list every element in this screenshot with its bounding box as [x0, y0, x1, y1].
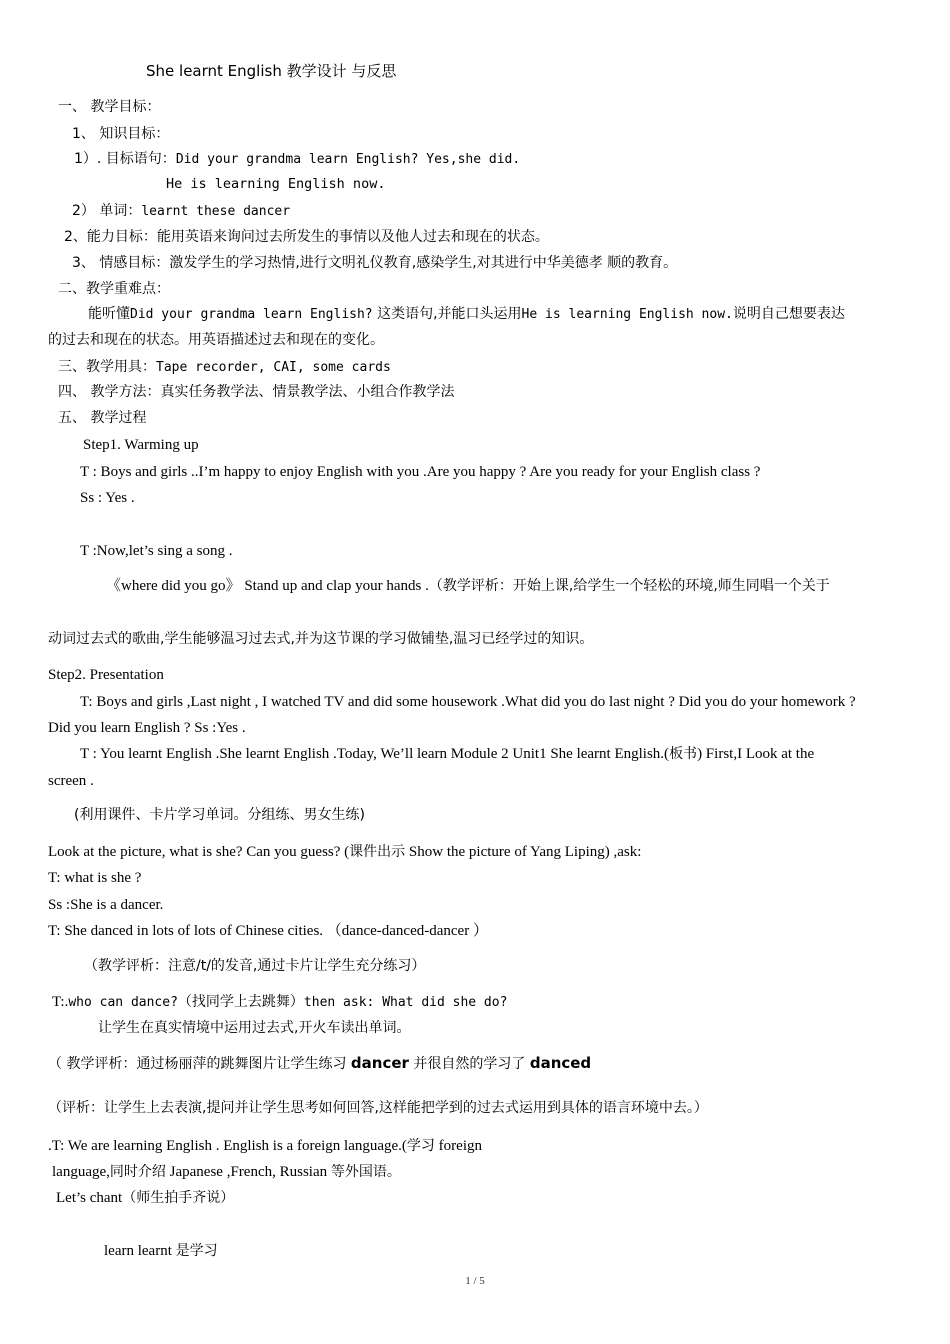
target-sentence-2: He is learning English now.	[166, 176, 386, 192]
song-comment-line-2: 动词过去式的歌曲,学生能够温习过去式,并为这节课的学习做铺垫,温习已经学过的知识。	[48, 631, 594, 647]
tools-line: 三、教学用具：Tape recorder, CAI, some cards	[58, 359, 391, 375]
chant-line: Let’s chant（师生拍手齐说）	[56, 1190, 235, 1206]
comment-dancer: （ 教学评析：通过杨丽萍的跳舞图片让学生练习 dancer 并很自然的学习了 danced	[48, 1054, 592, 1072]
teacher-line-3b: Did you learn English ? Ss :Yes .	[48, 720, 246, 736]
students-line-1: Ss : Yes .	[80, 490, 135, 506]
vocab-note: (利用课件、卡片学习单词。分组练、男女生练)	[74, 807, 365, 823]
teacher-line-6: T: She danced in lots of lots of Chinese cities. （dance-danced-dancer ）	[48, 923, 488, 939]
who-can-dance-line: T:.who can dance?（找同学上去跳舞）then ask: What did she do?	[52, 994, 508, 1010]
look-line: Look at the picture, what is she? Can you guess? (课件出示 Show the picture of Yang Liping) ,ask:	[48, 844, 642, 860]
knowledge-heading: 1、 知识目标：	[72, 126, 170, 142]
teacher-line-1: T : Boys and girls ..I’m happy to enjoy English with you .Are you happy ? Are you ready for your English class ?	[80, 464, 761, 480]
teacher-line-7b: language,同时介绍 Japanese ,French, Russian 等外国语。	[52, 1164, 401, 1180]
teacher-line-4: T : You learnt English .She learnt English .Today, We’ll learn Module 2 Unit1 She learnt English.(板书) First,I Look at the	[80, 746, 815, 762]
key-points-line-2: 的过去和现在的状态。用英语描述过去和现在的变化。	[48, 332, 384, 348]
students-line-2: Ss :She is a dancer.	[48, 897, 164, 913]
teacher-line-2: T :Now,let’s sing a song .	[80, 543, 233, 559]
step2-heading: Step2. Presentation	[48, 667, 164, 683]
key-points-line-1: 能听懂Did your grandma learn English? 这类语句,并能口头运用He is learning English now.说明自己想要表达	[88, 306, 845, 322]
comment-evaluation: （评析：让学生上去表演,提问并让学生思考如何回答,这样能把学到的过去式运用到具体的语言环境中去。）	[48, 1100, 708, 1116]
teacher-line-3: T: Boys and girls ,Last night , I watched TV and did some housework .What did you do last night ? Did you do your homework ?	[80, 694, 856, 710]
teacher-line-4b: screen .	[48, 773, 94, 789]
teacher-line-7: .T: We are learning English . English is a foreign language.(学习 foreign	[48, 1138, 482, 1154]
learn-line: learn learnt 是学习	[104, 1243, 218, 1259]
page-title: She learnt English 教学设计 与反思	[146, 62, 397, 80]
comment-pronunciation: （教学评析：注意/t/的发音,通过卡片让学生充分练习）	[84, 958, 426, 974]
step1-heading: Step1. Warming up	[83, 437, 199, 453]
key-points-heading: 二、教学重难点：	[58, 281, 170, 297]
song-line: 《where did you go》 Stand up and clap your hands .（教学评析：开始上课,给学生一个轻松的环境,师生同唱一个关于	[106, 578, 830, 594]
words-line: 2） 单词：learnt these dancer	[72, 203, 291, 219]
page-number: 1 / 5	[465, 1275, 485, 1287]
process-heading: 五、 教学过程	[58, 410, 147, 426]
objectives-heading: 一、 教学目标：	[58, 99, 161, 115]
methods-line: 四、 教学方法：真实任务教学法、情景教学法、小组合作教学法	[58, 384, 455, 400]
ability-objective: 2、能力目标：能用英语来询问过去所发生的事情以及他人过去和现在的状态。	[64, 229, 549, 245]
emotion-objective: 3、 情感目标：激发学生的学习热情,进行文明礼仪教育,感染学生,对其进行中华美德孝 顺的教育。	[72, 255, 678, 271]
train-reading-line: 让学生在真实情境中运用过去式,开火车读出单词。	[98, 1020, 411, 1036]
teacher-line-5: T: what is she ?	[48, 870, 142, 886]
target-sentence-line: 1）. 目标语句：Did your grandma learn English? Yes,she did.	[74, 151, 521, 167]
